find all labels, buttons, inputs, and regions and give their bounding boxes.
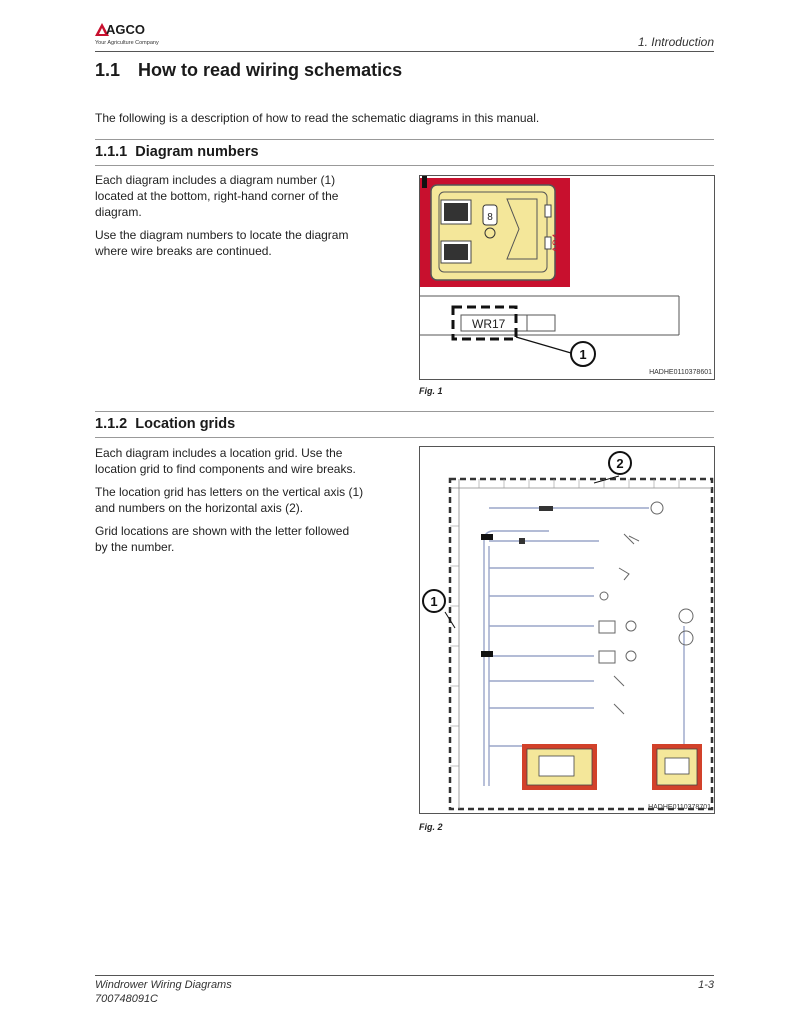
callout-horizontal-axis: 2 (616, 456, 624, 471)
paragraph-line: Grid locations are shown with the letter followed (95, 524, 350, 538)
callout-vertical-axis: 1 (430, 594, 438, 609)
footer-doc-number: 700748091C (95, 993, 159, 1005)
paragraph-line: where wire breaks are continued. (95, 244, 272, 258)
figure-1-diagram (419, 175, 715, 380)
section-title-text: How to read wiring schematics (138, 60, 403, 80)
paragraph-line: Each diagram includes a diagram number (1) (95, 173, 336, 187)
paragraph-line: and numbers on the horizontal axis (2). (95, 501, 304, 515)
chapter-heading: 1. Introduction (637, 35, 714, 49)
header-rule (95, 51, 714, 52)
section-title (95, 60, 402, 81)
svg-text:8: 8 (487, 212, 493, 223)
figure-2-caption: Fig. 2 (419, 822, 443, 832)
callout-number: 1 (579, 347, 587, 362)
figure-2-diagram (419, 446, 715, 814)
subsection-title-text: Diagram numbers (135, 144, 259, 160)
footer-rule (95, 975, 714, 976)
diagram-numbers-body (95, 172, 395, 259)
subsection-title-text: Location grids (135, 416, 236, 432)
divider (95, 437, 714, 438)
subsection-location-grids-title (95, 416, 235, 432)
paragraph-line: location grid to find components and wire breaks. (95, 462, 356, 476)
logo-wordmark: AGCO (106, 22, 145, 37)
footer-doc-title: Windrower Wiring Diagrams (95, 979, 232, 991)
paragraph-line: Each diagram includes a location grid. Use the (95, 446, 343, 460)
image-id: HADHE0110378601 (649, 369, 712, 376)
agco-logo (95, 22, 175, 50)
subsection-number: 1.1.1 (95, 144, 128, 160)
logo-tagline: Your Agriculture Company (95, 40, 159, 46)
component-label: A84 (551, 233, 563, 253)
subsection-diagram-numbers-title (95, 144, 259, 160)
divider (95, 165, 714, 166)
paragraph-line: located at the bottom, right-hand corner of the (95, 189, 339, 203)
subsection-number: 1.1.2 (95, 416, 128, 432)
divider (95, 139, 714, 140)
section-intro: The following is a description of how to read the schematic diagrams in this manual. (95, 111, 540, 125)
diagram-number: WR17 (472, 317, 506, 331)
figure-1-caption: Fig. 1 (419, 386, 443, 396)
paragraph-line: diagram. (95, 205, 142, 219)
page-number: 1-3 (698, 979, 714, 991)
divider (95, 411, 714, 412)
section-number: 1.1 (95, 60, 121, 80)
paragraph-line: Use the diagram numbers to locate the diagram (95, 228, 349, 242)
paragraph-line: The location grid has letters on the vertical axis (1) (95, 485, 364, 499)
image-id: HADHE0110378701 (648, 804, 711, 811)
location-grids-body (95, 445, 405, 555)
paragraph-line: by the number. (95, 540, 175, 554)
